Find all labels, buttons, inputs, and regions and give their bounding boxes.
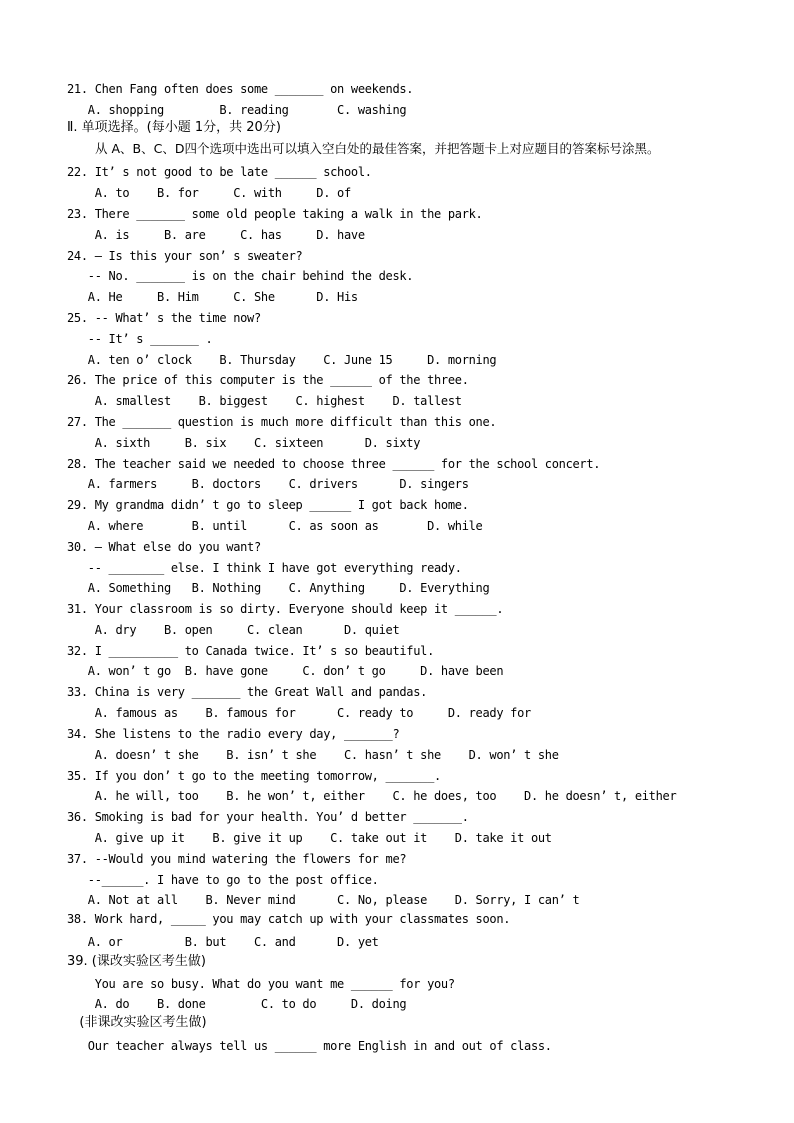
question-24-options: A. He B. Him C. She D. His [67,290,358,304]
question-31: 31. Your classroom is so dirty. Everyone should keep it ______. [67,602,504,616]
question-25-options: A. ten o’ clock B. Thursday C. June 15 D. morning [67,353,497,367]
question-27-options: A. sixth B. six C. sixteen D. sixty [67,436,421,450]
question-21: 21. Chen Fang often does some _______ on weekends. [67,82,414,96]
question-38-options: A. or B. but C. and D. yet [67,935,379,949]
question-29-options: A. where B. until C. as soon as D. while [67,519,483,533]
question-39b: Our teacher always tell us ______ more English in and out of class. [67,1039,552,1053]
question-23: 23. There _______ some old people taking a walk in the park. [67,207,483,221]
question-26: 26. The price of this computer is the ______ of the three. [67,373,469,387]
question-26-options: A. smallest B. biggest C. highest D. tallest [67,394,462,408]
question-35: 35. If you don’ t go to the meeting tomorrow, _______. [67,769,441,783]
question-33: 33. China is very _______ the Great Wall and pandas. [67,685,428,699]
question-38: 38. Work hard, _____ you may catch up with your classmates soon. [67,912,511,926]
question-25: 25. -- What’ s the time now? [67,311,261,325]
question-30-options: A. Something B. Nothing C. Anything D. Everything [67,581,490,595]
question-24-reply: -- No. _______ is on the chair behind the desk. [67,269,414,283]
section-instructions: 从 A、B、C、D四个选项中选出可以填入空白处的最佳答案，并把答题卡上对应题目的答案标号涂黑。 [95,141,660,156]
question-34-options: A. doesn’ t she B. isn’ t she C. hasn’ t she D. won’ t she [67,748,559,762]
question-36: 36. Smoking is bad for your health. You’ d better _______. [67,810,469,824]
question-24: 24. – Is this your son’ s sweater? [67,249,303,263]
question-39-label-b: (非课改实验区考生做) [67,1015,207,1030]
question-22-options: A. to B. for C. with D. of [67,186,351,200]
question-37-reply: --______. I have to go to the post office. [67,873,379,887]
question-23-options: A. is B. are C. has D. have [67,228,365,242]
question-39a: You are so busy. What do you want me ______ for you? [67,977,455,991]
question-27: 27. The _______ question is much more difficult than this one. [67,415,497,429]
question-28-options: A. farmers B. doctors C. drivers D. singers [67,477,469,491]
question-32-options: A. won’ t go B. have gone C. don’ t go D. have been [67,664,504,678]
question-28: 28. The teacher said we needed to choose three ______ for the school concert. [67,457,601,471]
question-30-reply: -- ________ else. I think I have got everything ready. [67,561,462,575]
question-37-options: A. Not at all B. Never mind C. No, please D. Sorry, I can’ t [67,893,580,907]
question-31-options: A. dry B. open C. clean D. quiet [67,623,400,637]
question-21-options: A. shopping B. reading C. washing [67,103,407,117]
question-34: 34. She listens to the radio every day, _______? [67,727,400,741]
question-30: 30. – What else do you want? [67,540,261,554]
question-39a-options: A. do B. done C. to do D. doing [67,997,407,1011]
question-37: 37. --Would you mind watering the flowers for me? [67,852,407,866]
question-33-options: A. famous as B. famous for C. ready to D. ready for [67,706,531,720]
question-22: 22. It’ s not good to be late ______ school. [67,165,372,179]
question-29: 29. My grandma didn’ t go to sleep ______ I got back home. [67,498,469,512]
question-35-options: A. he will, too B. he won’ t, either C. he does, too D. he doesn’ t, either [67,789,677,803]
question-25-reply: -- It’ s _______ . [67,332,213,346]
section-heading: Ⅱ. 单项选择。(每小题 1分，共 20分) [67,120,281,135]
question-39-label-a: 39. (课改实验区考生做) [67,954,206,969]
question-32: 32. I __________ to Canada twice. It’ s so beautiful. [67,644,435,658]
question-36-options: A. give up it B. give it up C. take out it D. take it out [67,831,552,845]
